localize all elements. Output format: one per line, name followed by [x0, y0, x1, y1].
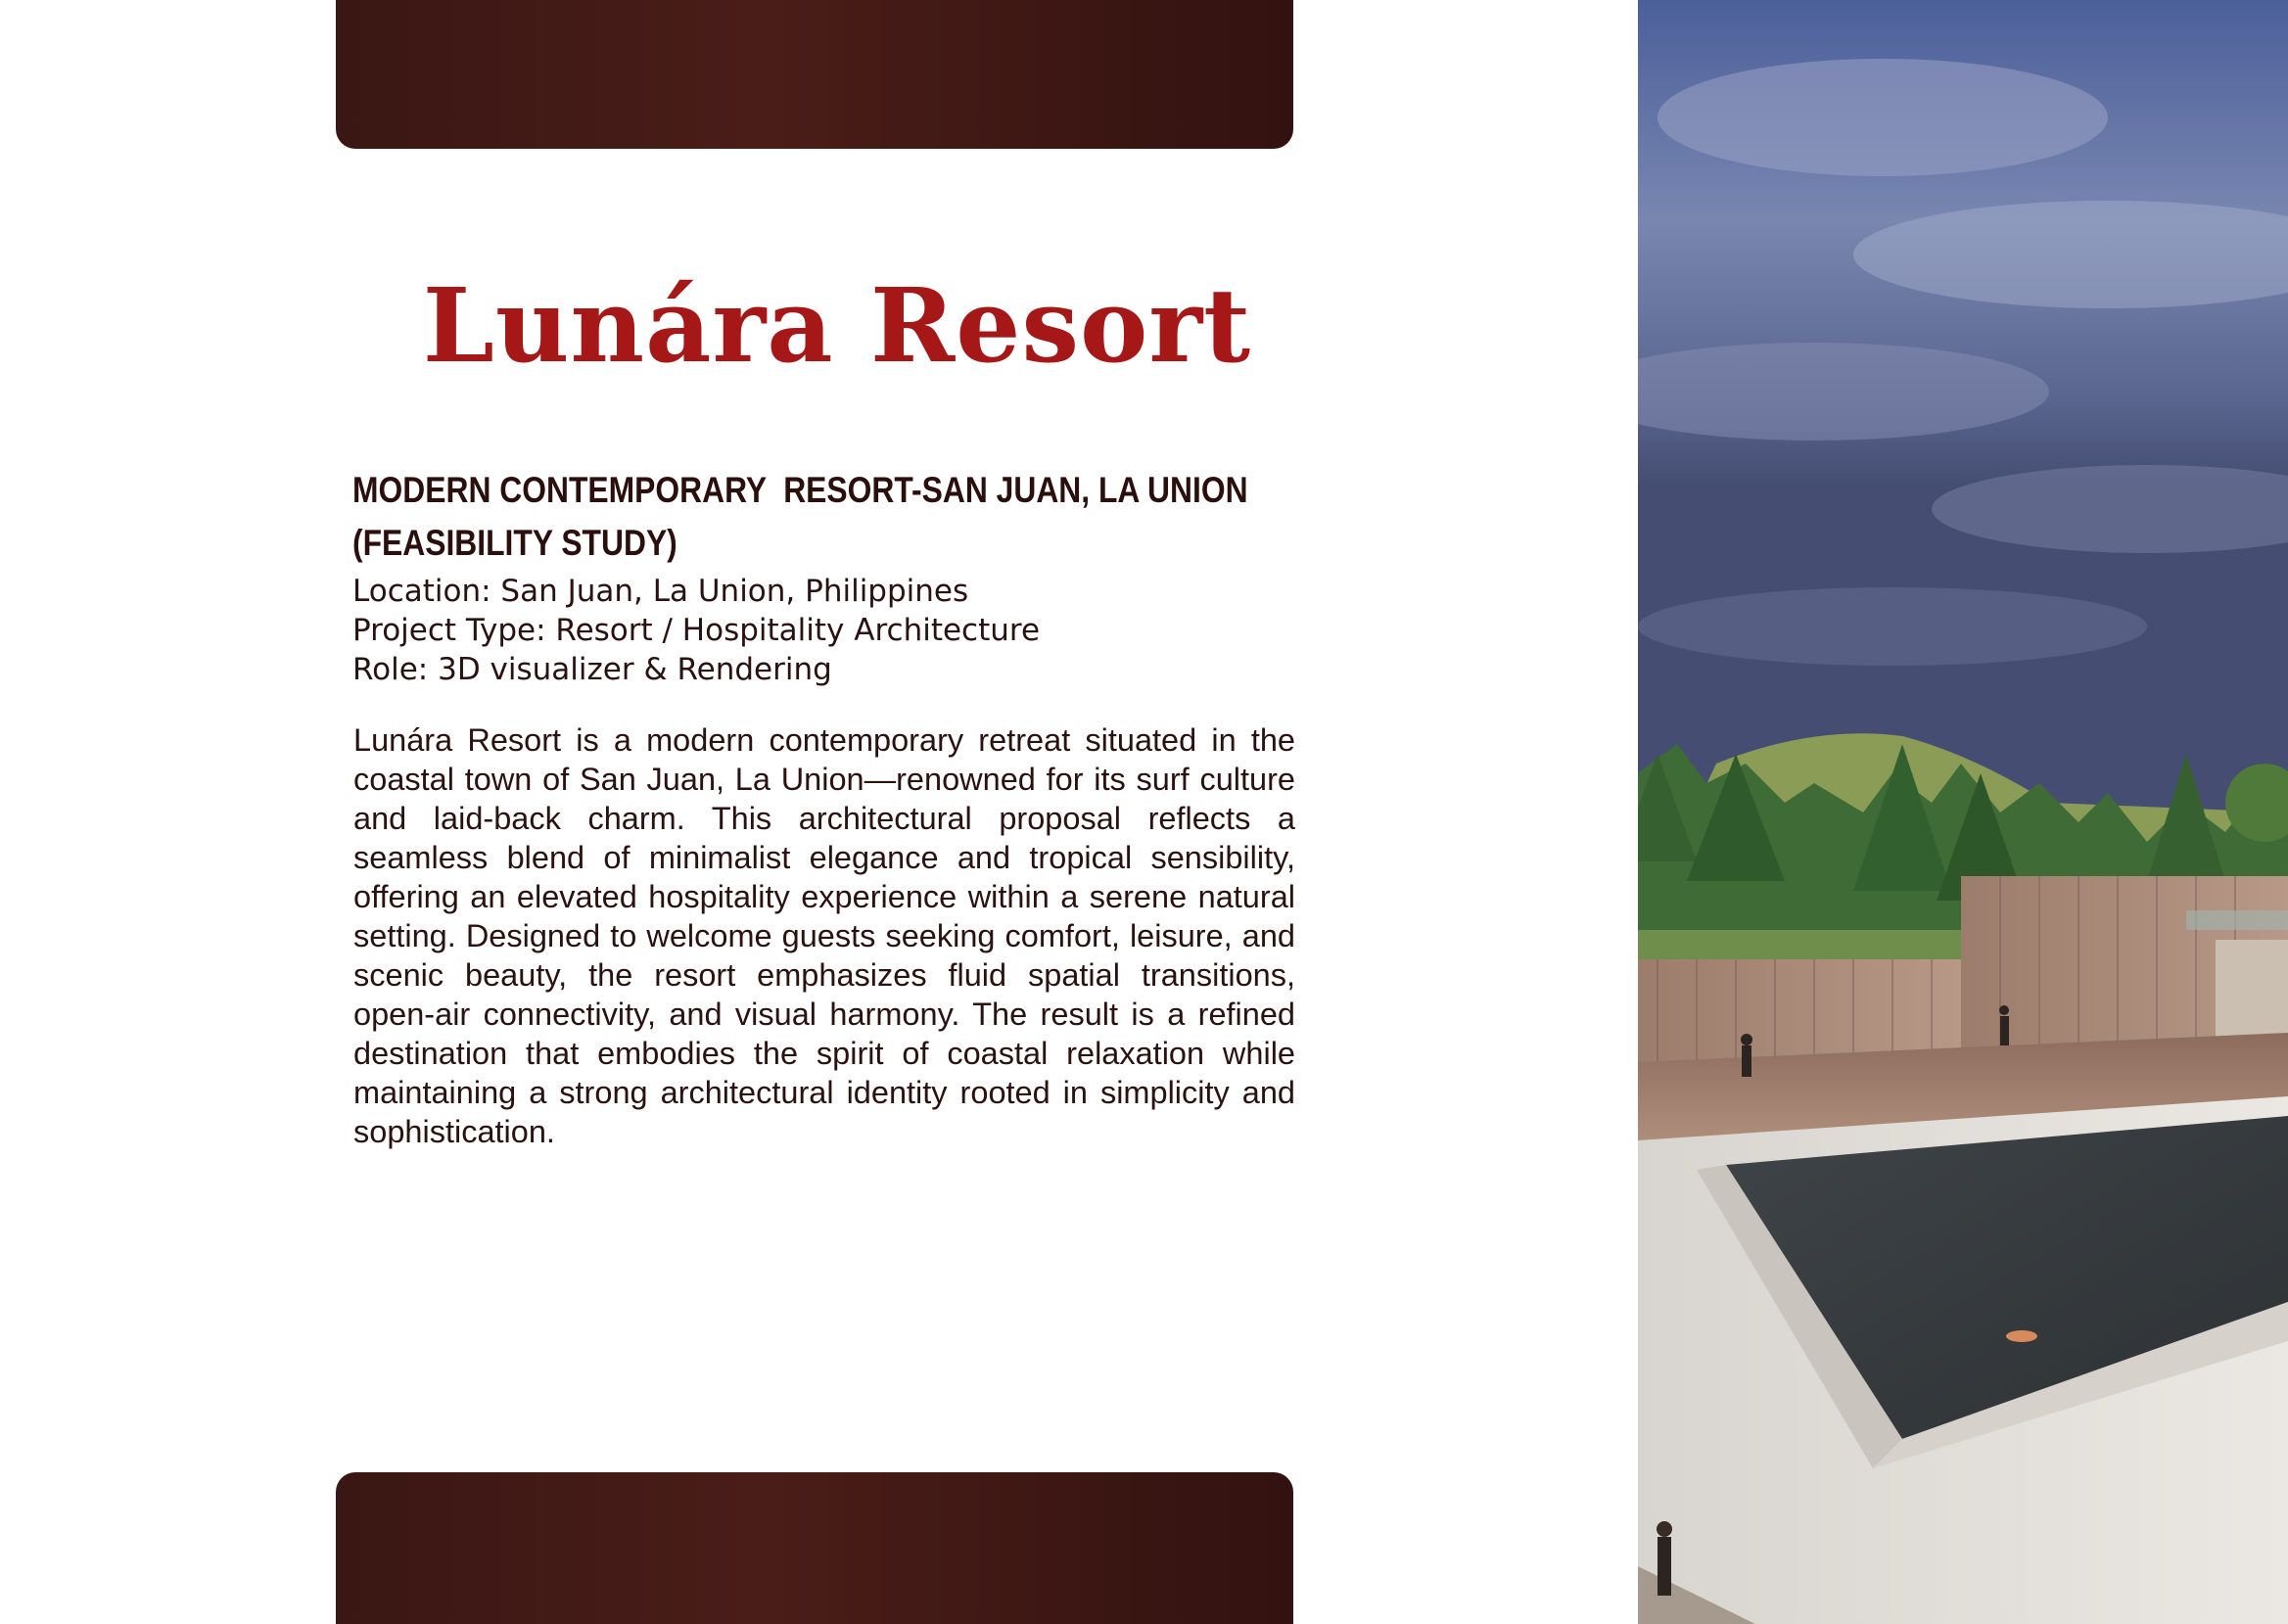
project-subtitle	[352, 464, 1248, 570]
meta-project-type: Project Type: Resort / Hospitality Architecture	[352, 613, 1041, 648]
meta-location: Location: San Juan, La Union, Philippines	[352, 574, 969, 609]
subtitle-line-2: (FEASIBILITY STUDY)	[352, 523, 677, 563]
subtitle-line-1: MODERN CONTEMPORARY RESORT-SAN JUAN, LA UNION	[352, 470, 1248, 510]
project-meta-list	[352, 572, 1136, 689]
bottom-decorative-band	[336, 1472, 1293, 1624]
project-description: Lunára Resort is a modern contemporary retreat situated in the coastal town of San Juan, La Union—renowned for its surf culture and laid-back charm. This architectural proposal reflects a seamless blend of minimalist elegance and tropical sensibility, offering an elevated hospitality experience within a serene natural setting. Designed to welcome guests seeking comfort, leisure, and scenic beauty, the resort emphasizes fluid spatial transitions, open-air connectivity, and visual harmony. The result is a refined destination that embodies the spirit of coastal relaxation while maintaining a strong architectural identity rooted in simplicity and sophistication.	[353, 722, 1295, 1149]
resort-rendering-image	[1638, 0, 2288, 1624]
page-title: Lunára Resort	[422, 265, 1252, 386]
top-decorative-band	[336, 0, 1293, 149]
meta-role: Role: 3D visualizer & Rendering	[352, 652, 832, 687]
